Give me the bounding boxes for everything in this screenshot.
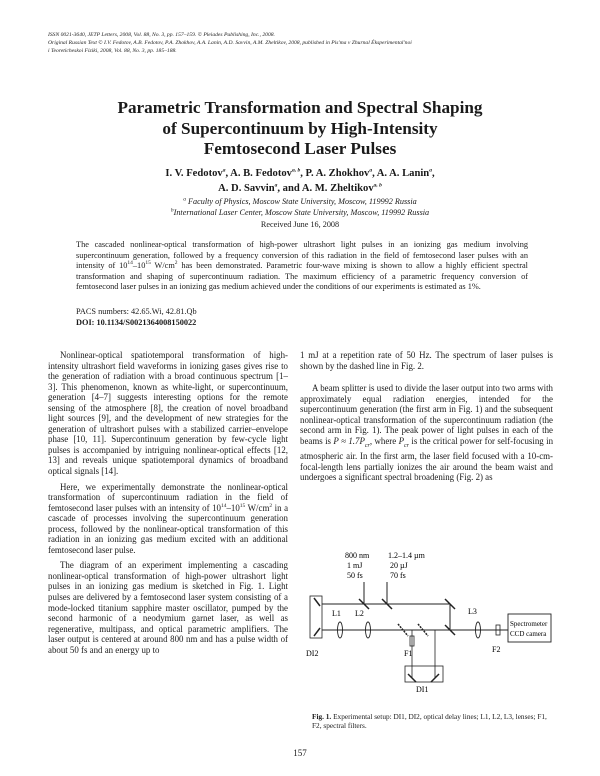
author: A. A. Lanin	[376, 168, 430, 179]
affiliation-b: $^b$International Laser Center, Moscow State University, Moscow, 119992 Russia	[170, 207, 430, 217]
di2-mirror	[314, 598, 320, 606]
label-l2: L2	[355, 609, 364, 618]
figure-caption: Fig. 1. Experimental setup: DI1, DI2, optical delay lines; L1, L2, L3, lenses; F1, F2, spectral filters.	[312, 712, 547, 730]
delay-line-di2	[310, 596, 322, 638]
header-line: Original Russian Text © I.V. Fedotov, A.B. Fedotov, P.A. Zhokhov, A.A. Lanin, A.D. Savvin, A.M. Zheltikov, 2008, published in Pis'ma v Zhurnal Éksperimental'noi	[48, 40, 412, 47]
author: A. D. Savvin	[218, 182, 275, 194]
beam1-energy: 1 mJ	[347, 561, 363, 570]
author-affil-mark: a	[429, 167, 432, 174]
ccd-label: CCD camera	[510, 630, 547, 638]
pacs-numbers: PACS numbers: 42.65.Wi, 42.81.Qb	[76, 307, 197, 316]
author-affil-mark: a	[222, 167, 226, 174]
spectrometer-label: Spectrometer	[510, 620, 548, 628]
right-column	[300, 350, 553, 488]
doi: DOI: 10.1134/S0021364008150022	[76, 318, 197, 327]
paragraph: 1 mJ at a repetition rate of 50 Hz. The spectrum of laser pulses is shown by the dashed line in Fig. 2.	[300, 350, 553, 371]
label-l3: L3	[468, 607, 477, 616]
label-di2: DI2	[306, 649, 319, 658]
page-number: 157	[293, 748, 307, 758]
paragraph: Nonlinear-optical spatiotemporal transformation of high-intensity ultrashort field waveforms in ionizing gases gives rise to the generation of radiation with a broad continuous spectrum [1–3]. This phenomenon, known as white-light, or supercontinuum, generation [4–7] suggests interesting options for the remote sensing of the atmosphere [8], the creation of novel broadband light sources [9], and the development of new strategies for the generation of ultrashort pulses with a stabilized carrier–envelope phase [10, 11]. Supercontinuum generation by few-cycle light pulses is accompanied by intriguing nonlinear-optical effects [12, 13] and reveals unique spatiotemporal dynamics of broadband optical signals [14].	[48, 350, 288, 477]
experimental-setup-diagram	[300, 546, 553, 698]
beam2-duration: 70 fs	[390, 571, 406, 580]
paragraph: A beam splitter is used to divide the laser output into two arms with approximately equal radiation energies, intended for the supercontinuum generation (the first arm in Fig. 1) and the subsequent nonlinear-optical transformation of the supercontinuum radiation (the second arm in Fig. 1). The peak power of light pulses in each of the beams is $P \approx 1.7P_{cr}$, where $P_{cr}$ is the critical power for self-focusing in atmospheric air. In the first arm, the laser field focused with a 10-cm-focal-length lens partially ionizes the air around the beam waist and undergoes a significant spectral broadening (Fig. 2) as	[300, 383, 554, 483]
received-date: Received June 16, 2008	[260, 220, 340, 229]
journal-header	[48, 31, 560, 56]
author-joiner: and	[282, 182, 300, 194]
header-line: i Teoreticheskoi Fiziki, 2008, Vol. 88, No. 3, pp. 185–188.	[48, 48, 177, 55]
beam1-duration: 50 fs	[347, 571, 363, 580]
beam2-wavelength: 1.2–1.4 µm	[388, 551, 425, 560]
author: A. M. Zheltikov	[301, 182, 374, 194]
paper-title	[60, 98, 540, 160]
affiliation-a: $^a$ Faculty of Physics, Moscow State University, Moscow, 119992 Russia	[183, 196, 417, 206]
author-affil-mark: a	[274, 181, 278, 188]
author-affil-mark: a, b	[291, 167, 301, 174]
title-line: Femtosecond Laser Pulses	[203, 139, 397, 158]
affiliations	[60, 196, 540, 218]
label-f2: F2	[492, 645, 501, 654]
title-line: Parametric Transformation and Spectral Shaping	[117, 98, 483, 117]
author: P. A. Zhokhov	[305, 168, 370, 179]
abstract: The cascaded nonlinear-optical transformation of high-power ultrashort light pulses in an ionizing gas medium involving supercontinuum generation, followed by a frequency conversion of this radiation in the field of femtosecond laser pulses with an intensity of $10^{14}-10^{15}$ $W/cm^2$ has been demonstrated. Parametric four-wave mixing is shown to allow a highly efficient spectral transformation and shaping of supercontinuum radiation. The maximum efficiency of a parametric frequency conversion of femtosecond laser pulses in an ionizing gas medium achieved under the conditions of our experiments is estimated as 1%.	[76, 240, 528, 292]
paragraph: Here, we experimentally demonstrate the nonlinear-optical transformation of supercontinuum radiation in the field of femtosecond laser pulses with an intensity of $10^{14}-10^{15}$ $W/cm^2$ in a cascade of processes involving the supercontinuum generation process, followed by the nonlinear-optical transformation of this radiation in an ionizing gas medium excited with an additional femtosecond laser pulse.	[48, 481, 289, 555]
beam1-wavelength: 800 nm	[345, 551, 370, 560]
author-affil-mark: a, b	[373, 181, 382, 188]
left-column	[48, 350, 288, 660]
title-line: of Supercontinuum by High-Intensity	[162, 118, 438, 138]
delay-line-di1	[405, 666, 443, 682]
author: A. B. Fedotov	[230, 168, 292, 179]
label-l1: L1	[332, 609, 341, 618]
author: I. V. Fedotov	[165, 168, 223, 179]
paragraph: The diagram of an experiment implementing a cascading nonlinear-optical transformation of high-power ultrashort light pulses in an ionizing gas medium is sketched in Fig. 1. Light pulses are delivered by a femtosecond laser system consisting of a mode-locked titanium sapphire master oscillator, pumped by the second harmonic of a neodymium garnet laser, as well as regenerative, multipass, and optical parametric amplifiers. The laser output is centered at around 800 nm and has a pulse width of about 50 fs and an energy up to	[48, 560, 288, 655]
author-affil-mark: a	[369, 167, 373, 174]
header-line: ISSN 0021-3640, JETP Letters, 2008, Vol. 88, No. 3, pp. 157–159. © Pleiades Publishing, Inc., 2008.	[48, 32, 275, 38]
label-di1: DI1	[416, 685, 429, 694]
beam2-energy: 20 µJ	[390, 561, 408, 570]
author-list: I. V. Fedotov$^a$, A. B. Fedotov$^{a, b}$, P. A. Zhokhov$^a$, A. A. Lanin$^a$, A. D. Savvin$^a$, and A. M. Zheltikov$^{a, b}$	[165, 167, 435, 194]
di2-mirror	[314, 628, 320, 636]
label-f1: F1	[404, 649, 413, 658]
